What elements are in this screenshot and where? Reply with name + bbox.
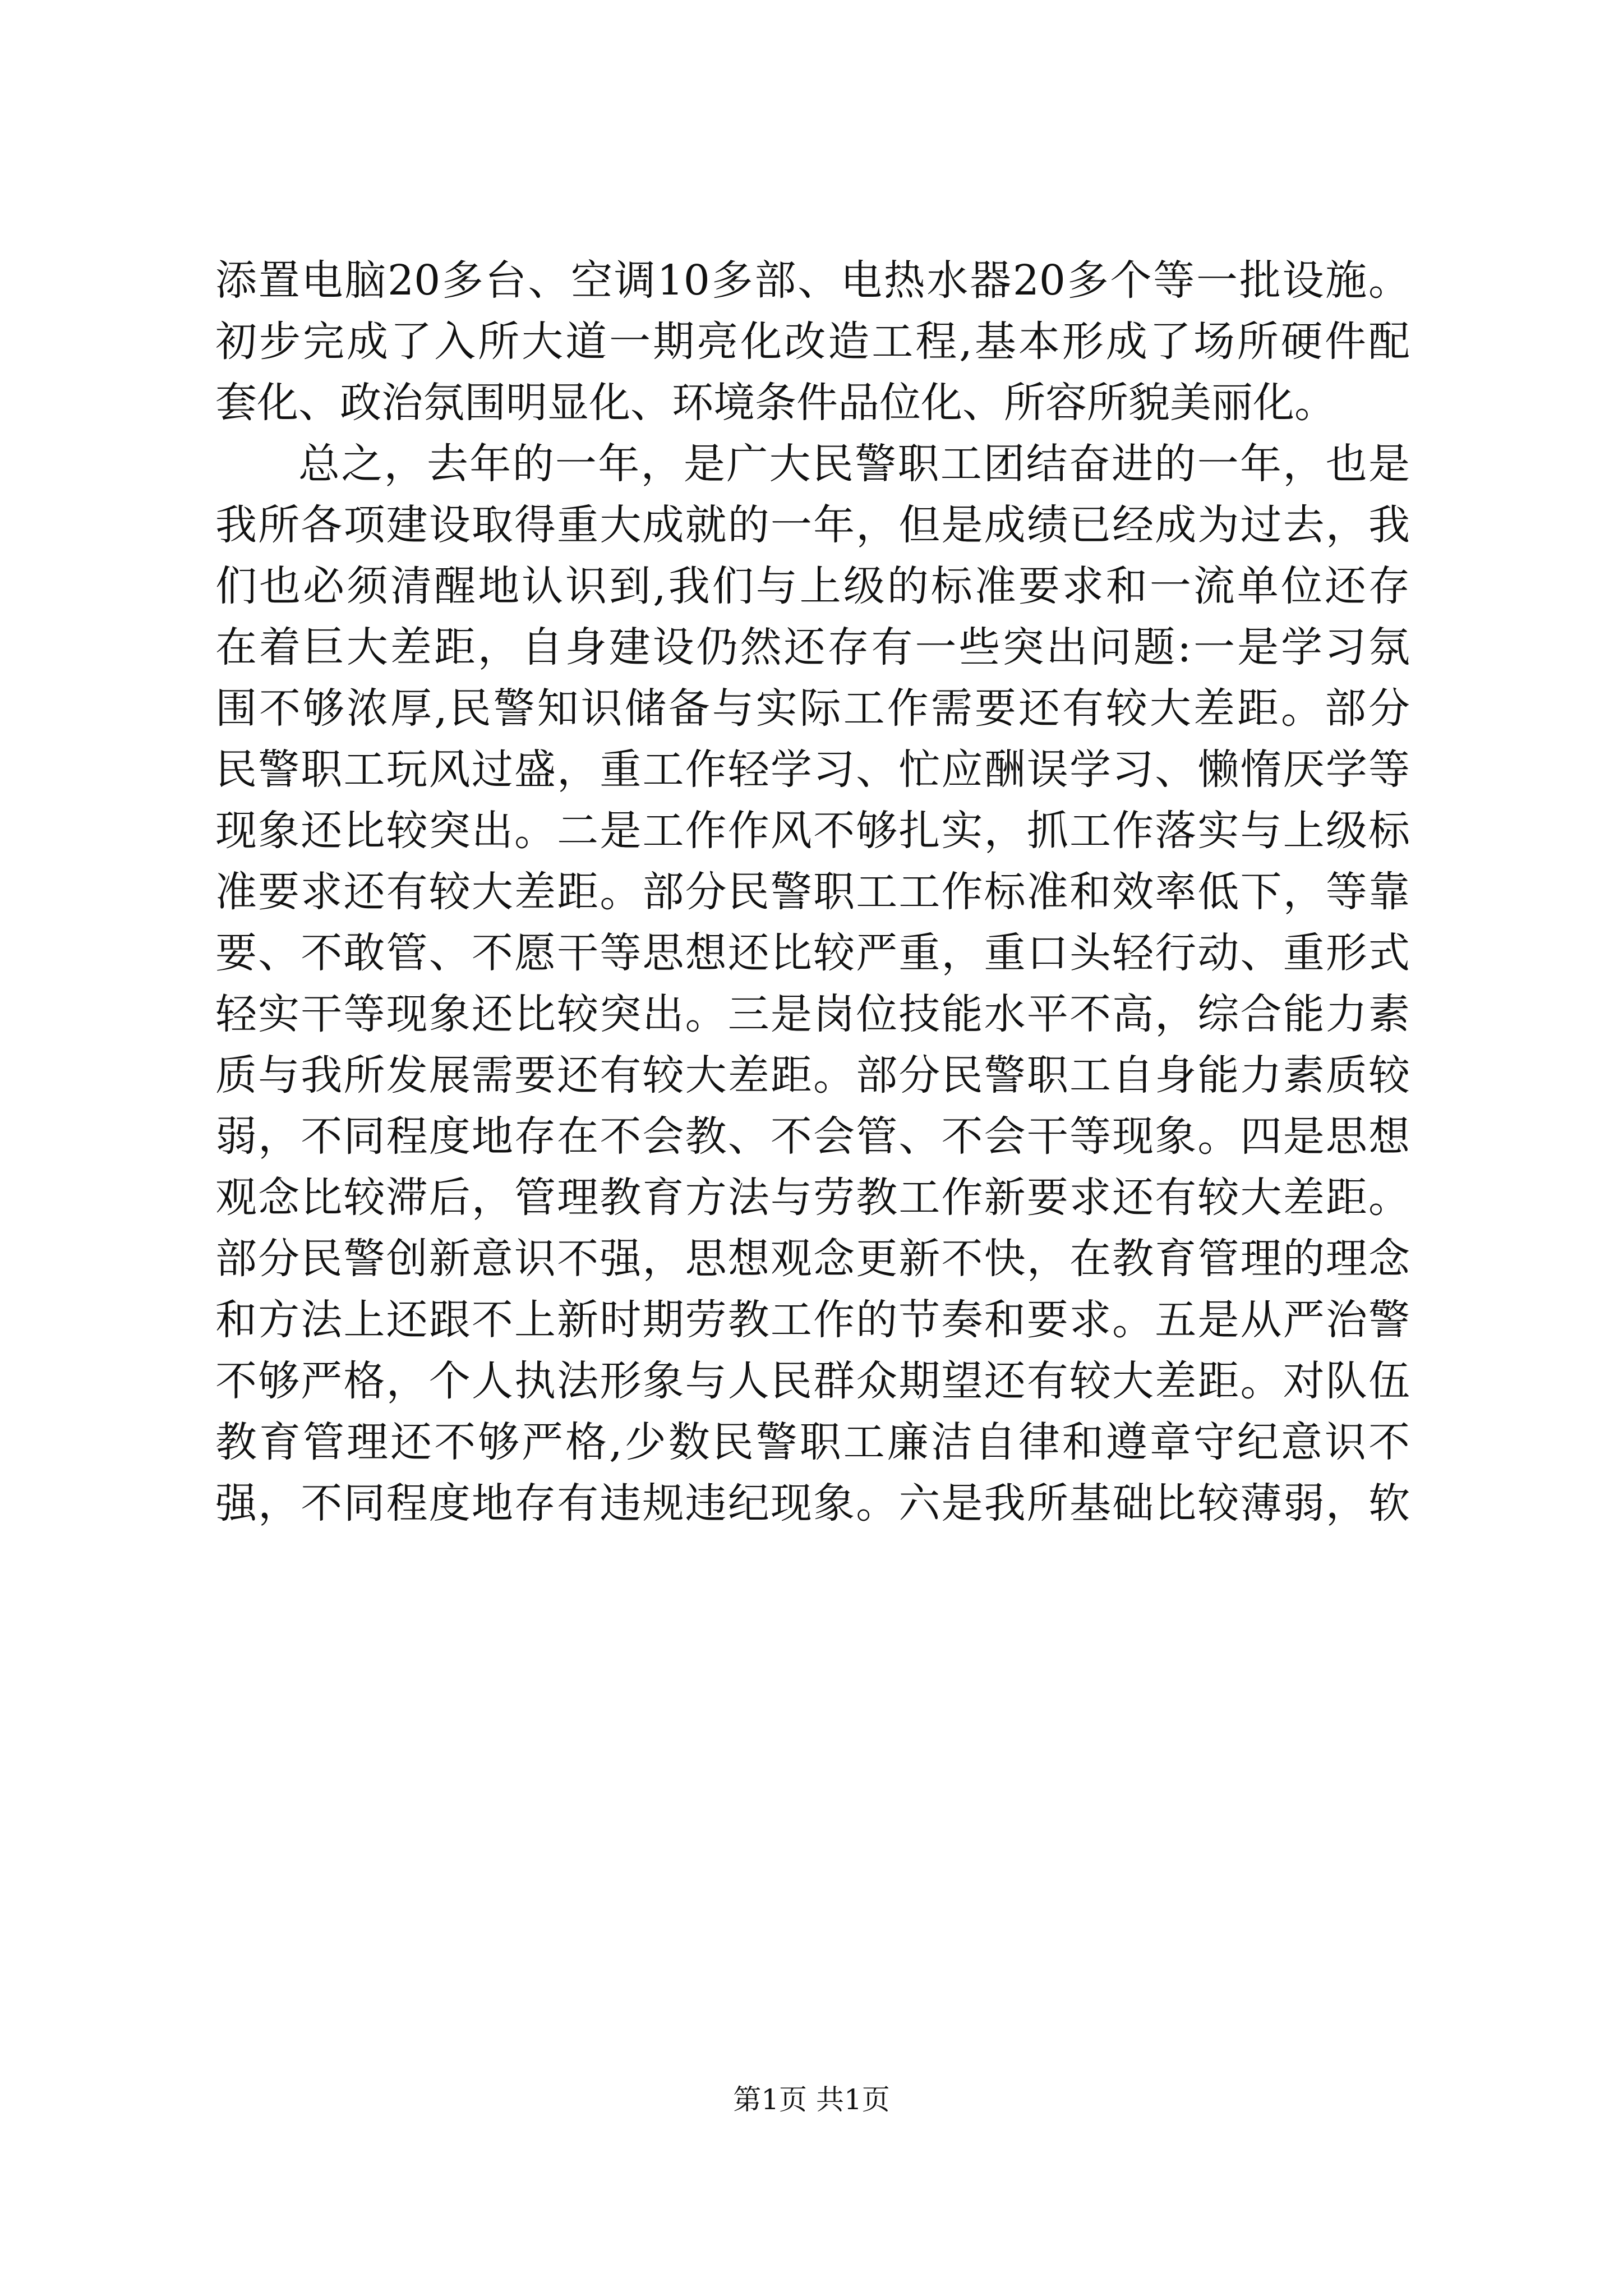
text-line: 现象还比较突出。二是工作作风不够扎实，抓工作落实与上级标 [215,807,1410,855]
text-line: 观念比较滞后，管理教育方法与劳教工作新要求还有较大差距。 [215,1174,1410,1222]
text-line: 我所各项建设取得重大成就的一年，但是成绩已经成为过去，我 [215,501,1410,549]
text-line: 强，不同程度地存有违规违纪现象。六是我所基础比较薄弱，软 [215,1479,1410,1527]
text-line: 教育管理还不够严格,少数民警职工廉洁自律和遵章守纪意识不 [215,1418,1410,1466]
text-line: 初步完成了入所大道一期亮化改造工程,基本形成了场所硬件配 [215,318,1410,366]
text-line: 质与我所发展需要还有较大差距。部分民警职工自身能力素质较 [215,1051,1410,1099]
text-line: 添置电脑20多台、空调10多部、电热水器20多个等一批设施。 [215,256,1410,305]
text-line: 要、不敢管、不愿干等思想还比较严重，重口头轻行动、重形式 [215,929,1410,977]
text-line: 们也必须清醒地认识到,我们与上级的标准要求和一流单位还存 [215,562,1410,610]
body-text [215,250,1410,1534]
text-line: 民警职工玩风过盛，重工作轻学习、忙应酬误学习、懒惰厌学等 [215,746,1410,794]
paragraph-first-line: 总之，去年的一年，是广大民警职工团结奋进的一年，也是 [298,440,1410,488]
text-line: 弱，不同程度地存在不会教、不会管、不会干等现象。四是思想 [215,1112,1410,1161]
text-line: 套化、政治氛围明显化、环境条件品位化、所容所貌美丽化。 [215,379,1336,427]
text-line: 不够严格，个人执法形象与人民群众期望还有较大差距。对队伍 [215,1357,1410,1405]
text-line: 和方法上还跟不上新时期劳教工作的节奏和要求。五是从严治警 [215,1296,1410,1344]
text-line: 准要求还有较大差距。部分民警职工工作标准和效率低下，等靠 [215,868,1410,916]
text-line: 在着巨大差距，自身建设仍然还存有一些突出问题:一是学习氛 [215,623,1410,671]
text-line: 围不够浓厚,民警知识储备与实际工作需要还有较大差距。部分 [215,684,1410,733]
page-number-label: 第1页 共1页 [733,2083,890,2116]
page-footer [0,2080,1623,2119]
text-line: 部分民警创新意识不强，思想观念更新不快，在教育管理的理念 [215,1235,1410,1283]
text-line: 轻实干等现象还比较突出。三是岗位技能水平不高，综合能力素 [215,990,1410,1038]
